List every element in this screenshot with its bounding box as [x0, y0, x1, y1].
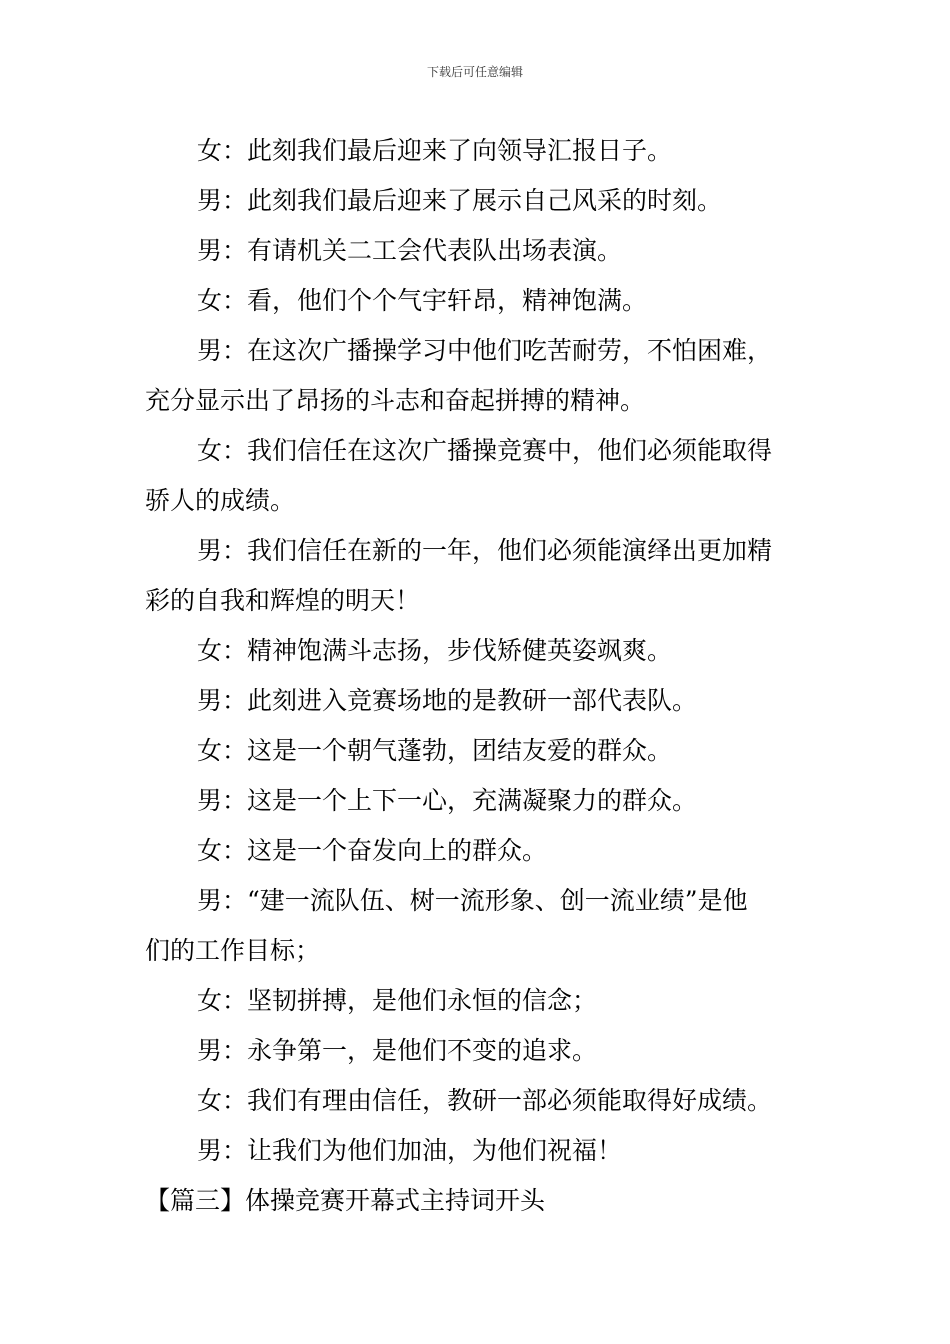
dialogue-line-6: 女：我们信任在这次广播操竞赛中，他们必须能取得 骄人的成绩。	[145, 436, 773, 515]
dialogue-line-3: 男：有请机关二工会代表队出场表演。	[197, 236, 623, 265]
page-header-note: 下载后可任意编辑	[426, 65, 523, 79]
dialogue-line-8: 女：精神饱满斗志扬，步伐矫健英姿飒爽。	[197, 636, 673, 665]
dialogue-line-4: 女：看，他们个个气宇轩昂，精神饱满。	[197, 286, 648, 315]
dialogue-line-16: 女：我们有理由信任，教研一部必须能取得好成绩。	[197, 1086, 773, 1115]
dialogue-line-15: 男：永争第一，是他们不变的追求。	[197, 1036, 598, 1065]
dialogue-line-5: 男：在这次广播操学习中他们吃苦耐劳，不怕困难， 充分显示出了昂扬的斗志和奋起拼搏的精神。	[145, 336, 773, 415]
dialogue-line-10: 女：这是一个朝气蓬勃，团结友爱的群众。	[197, 736, 673, 765]
dialogue-line-2: 男：此刻我们最后迎来了展示自己风采的时刻。	[197, 186, 723, 215]
dialogue-line-13: 男：“建一流队伍、树一流形象、创一流业绩”是他 们的工作目标；	[145, 886, 748, 965]
dialogue-line-12: 女：这是一个奋发向上的群众。	[197, 836, 548, 865]
dialogue-line-17: 男：让我们为他们加油，为他们祝福！	[197, 1136, 623, 1165]
section-heading: 【篇三】体操竞赛开幕式主持词开头	[145, 1186, 546, 1215]
dialogue-line-14: 女：坚韧拼搏，是他们永恒的信念；	[197, 986, 598, 1015]
dialogue-line-1: 女：此刻我们最后迎来了向领导汇报日子。	[197, 136, 673, 165]
dialogue-line-9: 男：此刻进入竞赛场地的是教研一部代表队。	[197, 686, 698, 715]
document-body	[145, 126, 810, 1226]
dialogue-line-7: 男：我们信任在新的一年，他们必须能演绎出更加精 彩的自我和辉煌的明天！	[145, 536, 773, 615]
dialogue-line-11: 男：这是一个上下一心，充满凝聚力的群众。	[197, 786, 698, 815]
